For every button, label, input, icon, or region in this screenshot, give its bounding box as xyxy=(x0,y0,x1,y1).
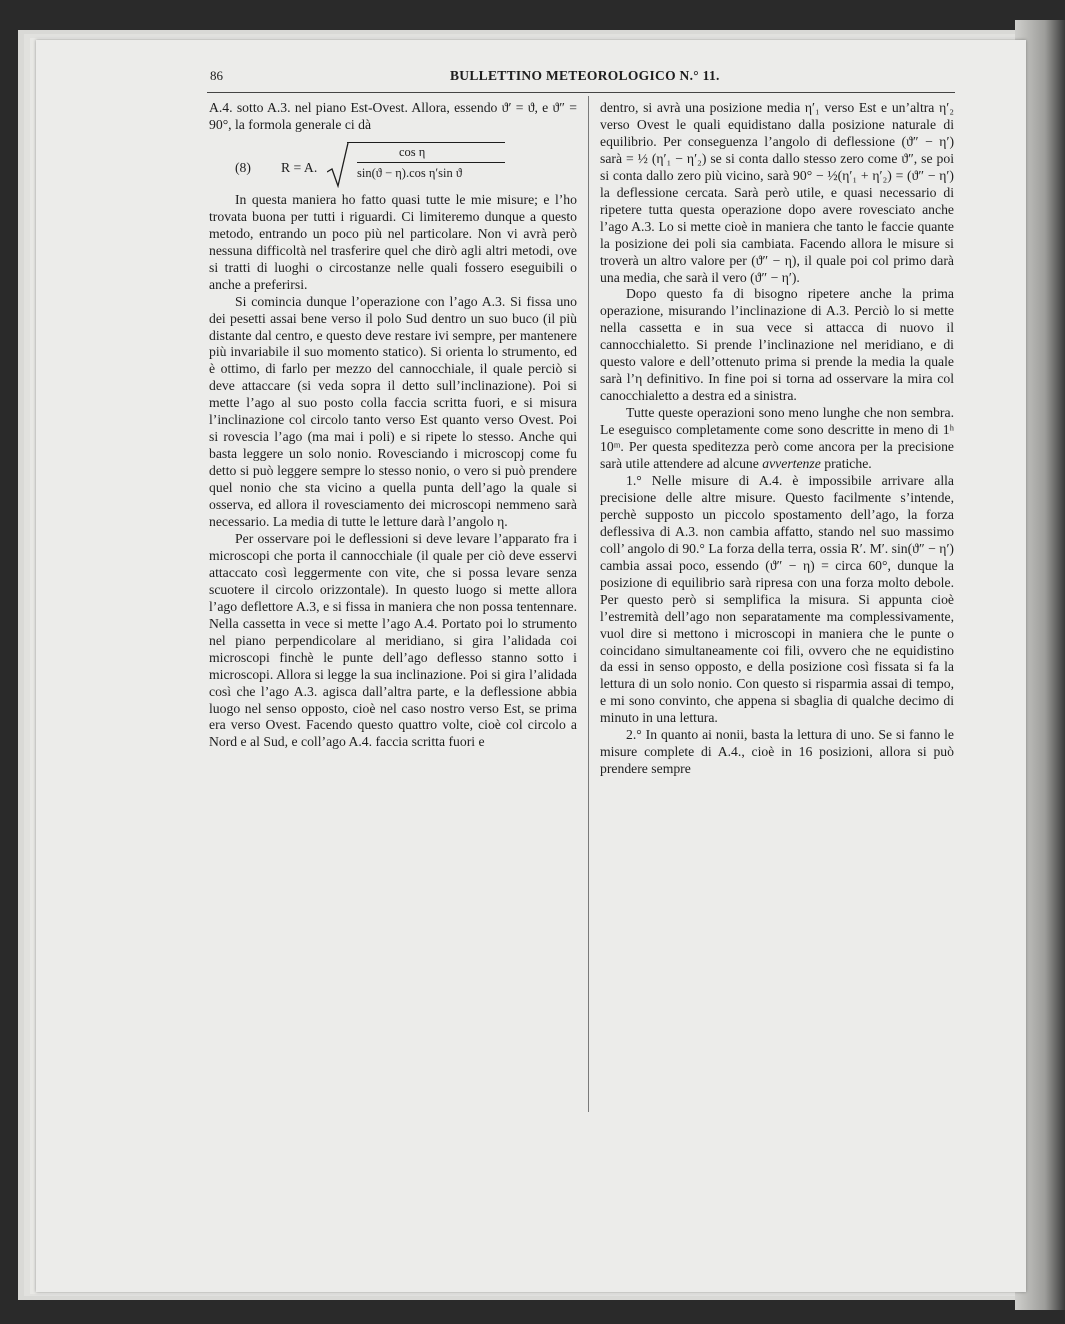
paragraph: Per osservare poi le deflessioni si deve levare l’apparato fra i microscopi che porta il cannocchiale (il quale per ciò deve esservi attaccato così leggermente con vite, che si possa levare senza scuotere il circolo orizzontale). In questo luogo si mette allora l’ago deflettore A.3, e si fissa in maniera che non possa tentennare. Nella cassetta in vece si mette l’ago A.4. Portato poi lo strumento nel piano perpendicolare al meridiano, si gira l’alidada coi microscopi finchè le punte dell’ago deflesso stanno sotto i microscopi. Allora si legge la sua inclinazione. Poi si gira l’alidada così che l’ago A.3. agisca dall’altra parte, e la deflessione abbia luogo nel senso opposto, cioè nel caso nostro verso Est, se prima era verso Ovest. Facendo questo quattro volte, cioè col circolo a Nord e al Sud, e coll’ago A.4. faccia scritta fuori e xyxy=(209,530,577,750)
formula-lhs: R = A. xyxy=(281,159,318,175)
paragraph: dentro, si avrà una posizione media η′₁ verso Est e un’altra η′₂ verso Ovest le quali equidistano dalla posizione naturale di equilibrio. Per conseguenza l’angolo di deflessione (ϑ″ − η′) sarà = ½ (η′₁ − η′₂) se si conta dallo stesso zero come ϑ″, se poi si conta dallo zero più vicino, sarà 90° − ½(η′₁ + η′₂) = (ϑ″ − η′) la deflessione cercata. Sarà però utile, e quasi necessario di ripetere tutta questa operazione dopo avere rovesciato anche l’ago A.3. Lo si mette cioè in maniera che tanto le faccie quante la posizione dei poli sia cambiata. Facendo allora le misure si troverà un altro valore per (ϑ″ − η), il quale poi col primo darà una media, che sarà il vero (ϑ″ − η′). xyxy=(600,100,954,285)
left-column xyxy=(209,100,577,751)
formula-8 xyxy=(209,134,577,192)
column-divider xyxy=(588,96,589,1112)
page-number: 86 xyxy=(210,68,223,83)
header-rule xyxy=(207,92,955,93)
page-header xyxy=(210,68,970,90)
formula-denominator: sin(ϑ − η).cos η′sin ϑ xyxy=(357,165,463,180)
paragraph: Dopo questo fa di bisogno ripetere anche la prima operazione, misurando l’inclinazione di A.3. Perciò lo si mette nella cassetta e in sua vece si attacca di nuovo il cannocchialetto. Si prende l’inclinazione nel meridiano, e di questo valore e dell’ottenuto prima si prende la media la quale sarà l’η definitivo. In fine poi si torna ad osservare la mira col canocchialetto a destra ed a sinistra. xyxy=(600,286,954,404)
paragraph: 2.° In quanto ai nonii, basta la lettura di uno. Se si fanno le misure complete di A.4., cioè in 16 posizioni, allora si può prendere sempre xyxy=(600,727,954,777)
paragraph xyxy=(600,405,954,473)
running-title: BULLETTINO METEOROLOGICO N.° 11. xyxy=(450,68,720,83)
italic-word: avvertenze xyxy=(762,456,821,472)
right-column xyxy=(600,100,954,778)
fraction-bar xyxy=(357,162,505,163)
radical-sign-icon xyxy=(327,142,349,188)
paragraph-tail: pratiche. xyxy=(820,456,872,472)
radical-bar xyxy=(347,142,505,143)
paragraph: Si comincia dunque l’operazione con l’ago A.3. Si fissa uno dei pesetti assai bene verso il polo Sud dentro un suo buco (il più distante dal centro, e questo deve restare ivi sempre, per mantenere più invariabile il suo momento statico). Si orienta lo strumento, ed è ottimo, di farlo per mezzo del cannocchiale, il quale perciò si deve attaccare (si veda sopra il detto sull’inclinazione). Poi si mette l’ago al suo posto colla faccia scritta fuori, e si misura l’inclinazione col circolo tanto verso Est quanto verso Ovest. Poi si rovescia l’ago (ma mai i poli) e si ripete lo stesso. Anche qui basta leggere un solo nonio. Rovesciando i microscopj come fu detto si può leggere sempre lo stesso nonio, o vero si può prendere quel nonio che sta vicino a quella punta dell’ago la quale si osserva, ed allora il rovesciamento dei microscopi nemmeno sarà necessario. La media di tutte le letture darà l’angolo η. xyxy=(209,293,577,530)
formula-numerator: cos η xyxy=(399,144,426,159)
paragraph: In questa maniera ho fatto quasi tutte le mie misure; e l’ho trovata buona per tutti i riguardi. Ci limiteremo dunque a questo metodo, entrando un poco più nel particolare. Non vi avrà però nessuna difficoltà nel trasferire quel che dirò agli altri metodi, ove si tratti di luoghi o circostanze nelle quali fossero eseguibili o anche a preferirsi. xyxy=(209,191,577,292)
paragraph-text: Tutte queste operazioni sono meno lunghe che non sembra. Le eseguisco completamente come sono descritte in meno di 1ʰ 10ᵐ. Per questa speditezza però come ancora per la precisione sarà utile attendere ad alcune xyxy=(600,405,954,472)
paragraph: A.4. sotto A.3. nel piano Est-Ovest. Allora, essendo ϑ′ = ϑ, e ϑ″ = 90°, la formola generale ci dà xyxy=(209,100,577,132)
paragraph: 1.° Nelle misure di A.4. è impossibile arrivare alla precisione delle altre misure. Questo facilmente s’intende, perchè supposto un piccolo spostamento dell’ago, la forza deflessiva di A.3. non cambia affatto, stando nel suo massimo coll’ angolo di 90.° La forza della terra, ossia R′. M′. sin(ϑ″ − η′) cambia assai poco, essendo (ϑ″ − η) = circa 60°, dunque la posizione di equilibrio sarà ripresa con una forza molto debole. Per questo però si semplifica la misura. Si appunta cioè l’estremità dell’ago non separatamente ma complessivamente, vuol dire si mettono i microscopi in maniera che le punte o coincidano simultaneamente coi fili, ovvero che ne equidistino da essi in senso opposto, e della posizione così fissata si fa la lettura di un solo nonio. Con questo si risparmia assai di tempo, e mi sono convinto, che appena si sbaglia di qualche decimo di minuto in una lettura. xyxy=(600,472,954,726)
formula-label: (8) xyxy=(235,159,251,175)
